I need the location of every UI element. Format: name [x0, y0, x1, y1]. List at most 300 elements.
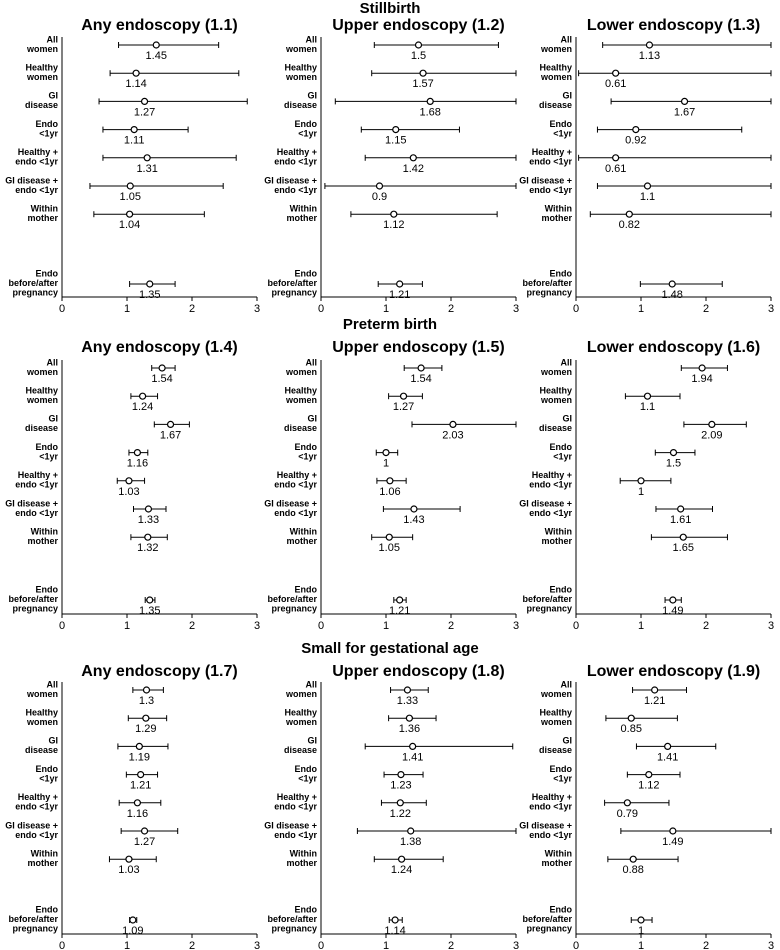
point-estimate: [645, 183, 651, 189]
value-label: 1.21: [129, 779, 152, 792]
category-label-line: endo <1yr: [529, 829, 572, 840]
category-label-line: before/after: [8, 278, 58, 288]
value-label: 1.11: [123, 134, 145, 147]
category-label-line: All: [46, 357, 58, 368]
category-label-line: endo <1yr: [274, 801, 317, 812]
category-label-line: Endo: [294, 904, 317, 915]
value-label: 1.32: [137, 542, 159, 555]
category-label-line: Within: [30, 526, 58, 537]
category-label-line: mother: [27, 535, 58, 546]
point-estimate: [665, 743, 671, 749]
category-label-line: endo <1yr: [15, 184, 58, 195]
category-label-line: Healthy +: [531, 147, 572, 158]
point-estimate: [645, 393, 651, 399]
point-estimate: [144, 687, 150, 693]
point-estimate: [392, 917, 398, 923]
value-label: 1.12: [383, 219, 405, 232]
category-label-line: Healthy: [539, 385, 572, 396]
category-label-line: GI: [48, 413, 58, 424]
category-label: [550, 442, 573, 462]
value-label: 1.21: [388, 289, 411, 301]
category-label-line: endo <1yr: [15, 829, 58, 840]
x-tick-label: 2: [447, 940, 455, 950]
point-estimate: [613, 155, 619, 161]
category-label-line: GI: [307, 413, 317, 424]
point-estimate: [134, 800, 140, 806]
category-label: [284, 385, 317, 405]
value-label: 1.24: [131, 401, 154, 414]
value-label: 1.16: [126, 457, 149, 470]
x-tick-label: 2: [702, 303, 710, 315]
row-title-small-for-gestational-age: Small for gestational age: [301, 640, 479, 657]
category-label-line: women: [540, 366, 572, 377]
x-tick-label: 2: [188, 940, 196, 950]
category-label-line: before/after: [267, 278, 317, 288]
point-estimate: [404, 687, 410, 693]
value-label: 2.09: [701, 429, 723, 442]
value-label: 0.61: [604, 78, 627, 91]
category-label: [519, 175, 572, 195]
category-label-line: Endo: [294, 763, 317, 774]
value-label: 1.27: [392, 401, 415, 414]
value-label: 1.23: [390, 779, 412, 792]
category-label: [36, 119, 59, 139]
category-label-line: GI: [562, 90, 572, 101]
panel-3: [519, 17, 774, 315]
point-estimate: [406, 715, 412, 721]
category-label-line: mother: [541, 857, 572, 868]
category-label-line: Healthy: [284, 385, 317, 396]
value-label: 1.21: [388, 605, 411, 617]
value-label: 1.05: [119, 191, 141, 203]
category-label: [522, 585, 572, 614]
value-label: 1.57: [412, 78, 434, 91]
panels-group: [5, 17, 774, 950]
category-label-line: GI: [48, 90, 58, 101]
category-label-line: women: [285, 366, 317, 377]
category-label: [267, 905, 317, 934]
value-label: 1.49: [662, 836, 684, 848]
category-label-line: disease: [24, 745, 58, 756]
category-label-line: All: [46, 34, 58, 45]
category-label-line: All: [560, 34, 572, 45]
category-label-line: Healthy +: [17, 792, 58, 803]
value-label: 1.65: [672, 542, 694, 555]
x-tick-label: 3: [253, 940, 261, 950]
category-label-line: endo <1yr: [15, 507, 58, 518]
panel-1: [5, 17, 260, 315]
point-estimate: [126, 856, 132, 862]
x-tick-label: 3: [767, 940, 775, 950]
point-estimate: [427, 98, 433, 104]
category-label-line: Within: [289, 848, 317, 859]
category-label-line: women: [26, 43, 58, 54]
category-label: [519, 820, 572, 840]
category-label-line: endo <1yr: [274, 479, 317, 490]
category-label-line: <1yr: [553, 128, 572, 139]
point-estimate: [633, 127, 639, 133]
point-estimate: [678, 506, 684, 512]
value-label: 1.41: [401, 751, 424, 764]
category-label-line: endo <1yr: [274, 507, 317, 518]
x-tick-label: 0: [572, 940, 580, 950]
x-tick-label: 0: [58, 303, 66, 315]
category-label-line: women: [540, 71, 572, 82]
value-label: 1.06: [379, 485, 401, 498]
category-label-line: Within: [289, 526, 317, 537]
category-label-line: endo <1yr: [529, 184, 572, 195]
panel-title: Lower endoscopy (1.6): [586, 339, 761, 356]
point-estimate: [168, 421, 174, 427]
category-label-line: Endo: [294, 441, 317, 452]
category-label-line: <1yr: [553, 773, 572, 784]
point-estimate: [144, 155, 150, 161]
value-label: 1.27: [133, 836, 156, 848]
category-label: [539, 707, 572, 727]
value-label: 1.36: [398, 723, 421, 736]
category-label: [550, 764, 573, 784]
category-label-line: Endo: [549, 763, 572, 774]
category-label-line: Healthy +: [276, 470, 317, 481]
x-tick-label: 3: [253, 620, 261, 632]
category-label-line: Healthy: [284, 62, 317, 73]
category-label-line: women: [285, 716, 317, 727]
point-estimate: [624, 800, 630, 806]
category-label: [284, 707, 317, 727]
point-estimate: [393, 127, 399, 133]
category-label-line: Healthy: [284, 707, 317, 718]
point-estimate: [147, 281, 153, 287]
category-label-line: women: [540, 688, 572, 699]
category-label-line: Endo: [294, 584, 317, 595]
category-label-line: endo <1yr: [529, 801, 572, 812]
value-label: 1.61: [669, 514, 692, 526]
category-label-line: GI disease +: [5, 498, 58, 509]
category-label-line: mother: [541, 212, 572, 223]
panel-8: [264, 663, 519, 950]
point-estimate: [408, 828, 414, 834]
category-label-line: women: [540, 716, 572, 727]
category-label-line: pregnancy: [526, 287, 572, 298]
category-label: [522, 905, 572, 934]
value-label: 1.12: [638, 779, 660, 792]
category-label-line: pregnancy: [526, 603, 572, 614]
point-estimate: [699, 365, 705, 371]
category-label-line: Endo: [549, 441, 572, 452]
value-label: 1.54: [410, 373, 432, 385]
category-label-line: Within: [289, 203, 317, 214]
value-label: 1.13: [638, 50, 661, 62]
category-label: [286, 848, 317, 868]
point-estimate: [138, 772, 144, 778]
category-label: [519, 498, 572, 518]
point-estimate: [397, 597, 403, 603]
panel-title: Lower endoscopy (1.3): [586, 17, 761, 34]
panel-9: [519, 663, 774, 950]
point-estimate: [153, 42, 159, 48]
category-label-line: mother: [286, 535, 317, 546]
category-label-line: Within: [544, 203, 572, 214]
category-label: [285, 34, 317, 54]
value-label: 1: [637, 925, 645, 937]
category-label: [539, 414, 572, 434]
category-label: [284, 62, 317, 82]
x-tick-label: 1: [637, 303, 645, 315]
category-label-line: <1yr: [39, 773, 58, 784]
category-label-line: endo <1yr: [529, 156, 572, 167]
x-tick-label: 2: [702, 620, 710, 632]
category-label-line: before/after: [522, 278, 572, 288]
category-label-line: Endo: [549, 268, 572, 279]
value-label: 1.49: [662, 605, 684, 617]
row-title-stillbirth: Stillbirth: [359, 0, 421, 17]
x-tick-label: 3: [767, 303, 775, 315]
point-estimate: [410, 743, 416, 749]
value-label: 1.19: [128, 751, 151, 764]
point-estimate: [709, 421, 715, 427]
category-label-line: All: [305, 357, 317, 368]
category-label-line: endo <1yr: [15, 479, 58, 490]
value-label: 1.03: [118, 485, 140, 498]
x-tick-label: 0: [572, 303, 580, 315]
category-label-line: GI: [562, 735, 572, 746]
category-label: [539, 385, 572, 405]
category-label: [539, 62, 572, 82]
category-label-line: Healthy: [25, 707, 58, 718]
category-label: [15, 470, 58, 490]
category-label: [36, 442, 59, 462]
category-label-line: mother: [541, 535, 572, 546]
category-label-line: Endo: [35, 268, 58, 279]
value-label: 1.33: [396, 695, 419, 707]
point-estimate: [670, 828, 676, 834]
category-label-line: GI disease +: [519, 175, 572, 186]
point-estimate: [383, 450, 389, 456]
category-label-line: women: [540, 43, 572, 54]
category-label: [27, 203, 58, 223]
point-estimate: [143, 715, 149, 721]
point-estimate: [398, 772, 404, 778]
category-label-line: endo <1yr: [529, 479, 572, 490]
category-label-line: women: [26, 394, 58, 405]
category-label-line: GI disease +: [5, 820, 58, 831]
point-estimate: [628, 715, 634, 721]
category-label: [522, 269, 572, 298]
category-label-line: before/after: [8, 594, 58, 604]
point-estimate: [130, 917, 136, 923]
category-label-line: before/after: [267, 594, 317, 604]
value-label: 1.1: [639, 401, 656, 414]
category-label: [274, 470, 317, 490]
category-label-line: pregnancy: [271, 287, 317, 298]
value-label: 1.68: [419, 106, 441, 119]
category-label-line: All: [305, 34, 317, 45]
category-label: [25, 707, 58, 727]
category-label: [540, 34, 572, 54]
point-estimate: [142, 98, 148, 104]
panel-title: Upper endoscopy (1.5): [332, 339, 505, 356]
category-label: [15, 792, 58, 812]
category-label-line: Healthy +: [276, 792, 317, 803]
value-label: 1.16: [126, 807, 149, 820]
x-tick-label: 1: [123, 303, 131, 315]
category-label: [5, 820, 58, 840]
value-label: 1.03: [118, 864, 140, 877]
point-estimate: [145, 534, 151, 540]
category-label-line: women: [285, 71, 317, 82]
point-estimate: [411, 506, 417, 512]
x-tick-label: 1: [637, 620, 645, 632]
value-label: 1.21: [643, 695, 666, 707]
point-estimate: [127, 211, 133, 217]
category-label-line: before/after: [522, 914, 572, 924]
category-label-line: Endo: [35, 584, 58, 595]
category-label: [540, 679, 572, 699]
category-label-line: GI: [48, 735, 58, 746]
category-label: [541, 203, 572, 223]
panel-title: Any endoscopy (1.4): [81, 339, 238, 356]
category-label: [286, 203, 317, 223]
category-label: [284, 736, 317, 756]
category-label-line: disease: [24, 423, 58, 434]
value-label: 1.31: [136, 162, 158, 175]
value-label: 1.67: [673, 106, 696, 119]
point-estimate: [646, 42, 652, 48]
category-label: [540, 357, 572, 377]
category-label: [539, 91, 572, 111]
category-label: [286, 526, 317, 546]
x-tick-label: 2: [702, 940, 710, 950]
value-label: 1.33: [137, 514, 160, 526]
x-tick-label: 3: [512, 940, 520, 950]
category-label: [26, 679, 58, 699]
category-label-line: Healthy: [539, 62, 572, 73]
x-tick-label: 1: [123, 940, 131, 950]
x-tick-label: 2: [447, 303, 455, 315]
point-estimate: [638, 917, 644, 923]
category-label-line: mother: [27, 857, 58, 868]
category-label-line: GI: [307, 90, 317, 101]
value-label: 1.48: [661, 289, 683, 301]
category-label-line: Healthy +: [276, 147, 317, 158]
value-label: 0.88: [622, 864, 644, 877]
x-tick-label: 2: [447, 620, 455, 632]
category-label-line: Endo: [35, 118, 58, 129]
value-label: 0.9: [371, 191, 388, 203]
category-label-line: disease: [24, 100, 58, 111]
point-estimate: [147, 597, 153, 603]
category-label-line: <1yr: [553, 451, 572, 462]
x-tick-label: 0: [572, 620, 580, 632]
category-label-line: GI disease +: [264, 175, 317, 186]
category-label: [264, 820, 317, 840]
category-label-line: Endo: [549, 904, 572, 915]
category-label-line: women: [26, 716, 58, 727]
panel-5: [264, 339, 519, 632]
category-label-line: GI disease +: [519, 820, 572, 831]
category-label-line: pregnancy: [271, 923, 317, 934]
value-label: 1.27: [133, 106, 156, 119]
point-estimate: [391, 211, 397, 217]
value-label: 1.67: [159, 429, 182, 442]
category-label-line: women: [26, 366, 58, 377]
point-estimate: [638, 478, 644, 484]
category-label-line: Endo: [35, 763, 58, 774]
category-label: [541, 848, 572, 868]
category-label-line: disease: [283, 423, 317, 434]
category-label: [529, 147, 572, 167]
category-label-line: disease: [538, 100, 572, 111]
value-label: 1.3: [138, 695, 155, 707]
point-estimate: [159, 365, 165, 371]
value-label: 0.79: [616, 807, 639, 820]
panel-title: Lower endoscopy (1.9): [586, 663, 761, 680]
point-estimate: [140, 393, 146, 399]
value-label: 1.42: [402, 162, 425, 175]
value-label: 1.05: [378, 542, 400, 555]
value-label: 0.61: [604, 162, 627, 175]
x-tick-label: 1: [382, 303, 390, 315]
category-label-line: Endo: [549, 584, 572, 595]
value-label: 1.41: [656, 751, 679, 764]
category-label-line: GI disease +: [5, 175, 58, 186]
point-estimate: [145, 506, 151, 512]
value-label: 1.14: [125, 78, 147, 91]
category-label: [27, 526, 58, 546]
panel-2: [264, 17, 519, 315]
category-label: [5, 175, 58, 195]
panel-4: [5, 339, 260, 632]
category-label-line: mother: [286, 212, 317, 223]
category-label-line: Endo: [35, 904, 58, 915]
point-estimate: [126, 478, 132, 484]
category-label-line: Healthy: [25, 62, 58, 73]
x-tick-label: 3: [767, 620, 775, 632]
category-label: [295, 442, 318, 462]
panel-title: Upper endoscopy (1.8): [332, 663, 505, 680]
category-label: [295, 119, 318, 139]
category-label: [274, 792, 317, 812]
value-label: 1.5: [410, 50, 427, 62]
category-label: [8, 585, 58, 614]
category-label: [529, 792, 572, 812]
value-label: 1: [637, 485, 645, 498]
category-label-line: Healthy +: [531, 792, 572, 803]
category-label: [26, 34, 58, 54]
category-label-line: <1yr: [39, 128, 58, 139]
x-tick-label: 0: [58, 940, 66, 950]
panel-title: Any endoscopy (1.1): [81, 17, 238, 34]
category-label: [15, 147, 58, 167]
category-label: [541, 526, 572, 546]
category-label-line: before/after: [8, 914, 58, 924]
point-estimate: [142, 828, 148, 834]
category-label-line: women: [540, 394, 572, 405]
category-label-line: Healthy +: [17, 470, 58, 481]
category-label-line: Endo: [294, 268, 317, 279]
category-label-line: endo <1yr: [15, 801, 58, 812]
row-title-preterm-birth: Preterm birth: [342, 316, 438, 333]
value-label: 1.5: [665, 457, 682, 470]
point-estimate: [626, 211, 632, 217]
point-estimate: [410, 155, 416, 161]
value-label: 1.24: [390, 864, 413, 877]
x-tick-label: 1: [382, 620, 390, 632]
point-estimate: [652, 687, 658, 693]
value-label: 0.82: [618, 219, 641, 232]
category-label-line: endo <1yr: [274, 184, 317, 195]
category-label: [264, 498, 317, 518]
